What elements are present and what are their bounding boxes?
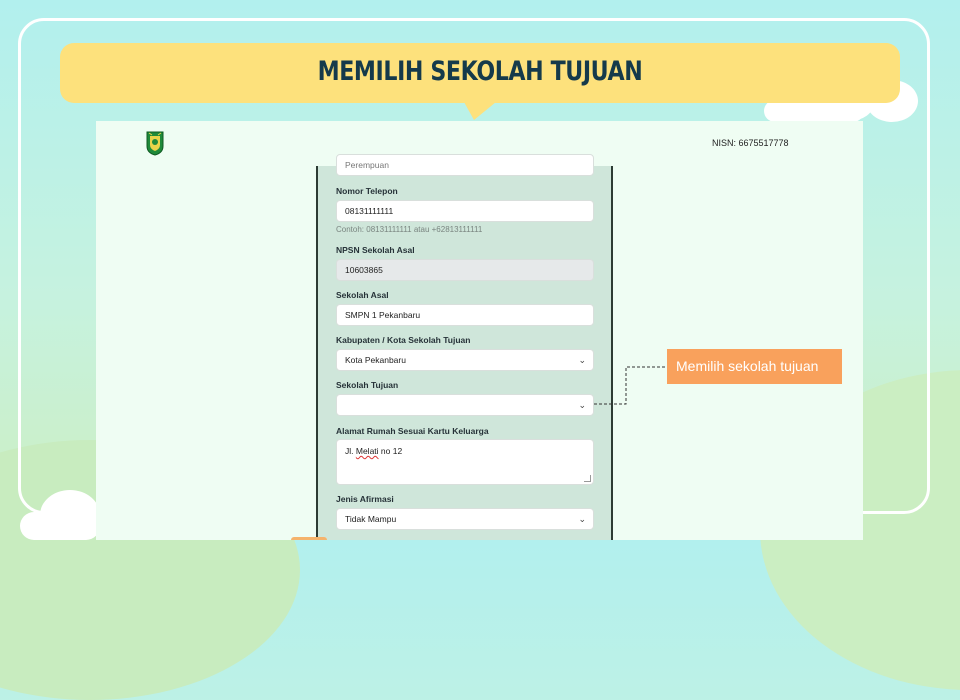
affirmation-value: Tidak Mampu: [345, 514, 397, 524]
npsn-label: NPSN Sekolah Asal: [336, 245, 415, 255]
callout-connector: [590, 360, 670, 408]
riau-province-emblem-icon: [146, 130, 164, 156]
address-value-street: Melati: [355, 446, 379, 456]
registration-form: [316, 160, 613, 540]
cloud-decoration: [20, 512, 100, 540]
chevron-down-icon: ⌄: [578, 514, 586, 524]
phone-hint: Contoh: 08131111111 atau +62813111111: [336, 225, 483, 234]
chevron-down-icon: ⌄: [578, 400, 586, 410]
slide-title: MEMILIH SEKOLAH TUJUAN: [317, 56, 643, 87]
nisn-label: NISN: 6675517778: [712, 138, 789, 148]
target-school-label: Sekolah Tujuan: [336, 380, 399, 390]
resize-handle[interactable]: [584, 475, 591, 482]
affirmation-label: Jenis Afirmasi: [336, 494, 394, 504]
address-label: Alamat Rumah Sesuai Kartu Keluarga: [336, 426, 489, 436]
npsn-input: [336, 259, 594, 281]
app-screen: [96, 121, 863, 540]
phone-input[interactable]: [336, 200, 594, 222]
phone-value: 08131111111: [345, 206, 394, 216]
address-value-suffix: no 12: [378, 446, 403, 456]
origin-school-value: SMPN 1 Pekanbaru: [345, 310, 421, 320]
npsn-value: 10603865: [345, 265, 383, 275]
origin-school-input[interactable]: [336, 304, 594, 326]
origin-school-label: Sekolah Asal: [336, 290, 389, 300]
affirmation-select[interactable]: [336, 508, 594, 530]
target-city-label: Kabupaten / Kota Sekolah Tujuan: [336, 335, 471, 345]
gender-value: Perempuan: [345, 160, 389, 170]
address-value-prefix: Jl.: [345, 446, 356, 456]
chevron-down-icon: ⌄: [578, 355, 586, 365]
target-city-select[interactable]: [336, 349, 594, 371]
phone-label: Nomor Telepon: [336, 186, 398, 196]
callout-box: Memilih sekolah tujuan: [667, 349, 842, 384]
target-city-value: Kota Pekanbaru: [345, 355, 406, 365]
address-textarea[interactable]: [336, 439, 594, 485]
title-banner-tail: [464, 102, 496, 120]
cloud-decoration: [764, 100, 864, 122]
gender-select[interactable]: [336, 154, 594, 176]
target-school-select[interactable]: [336, 394, 594, 416]
